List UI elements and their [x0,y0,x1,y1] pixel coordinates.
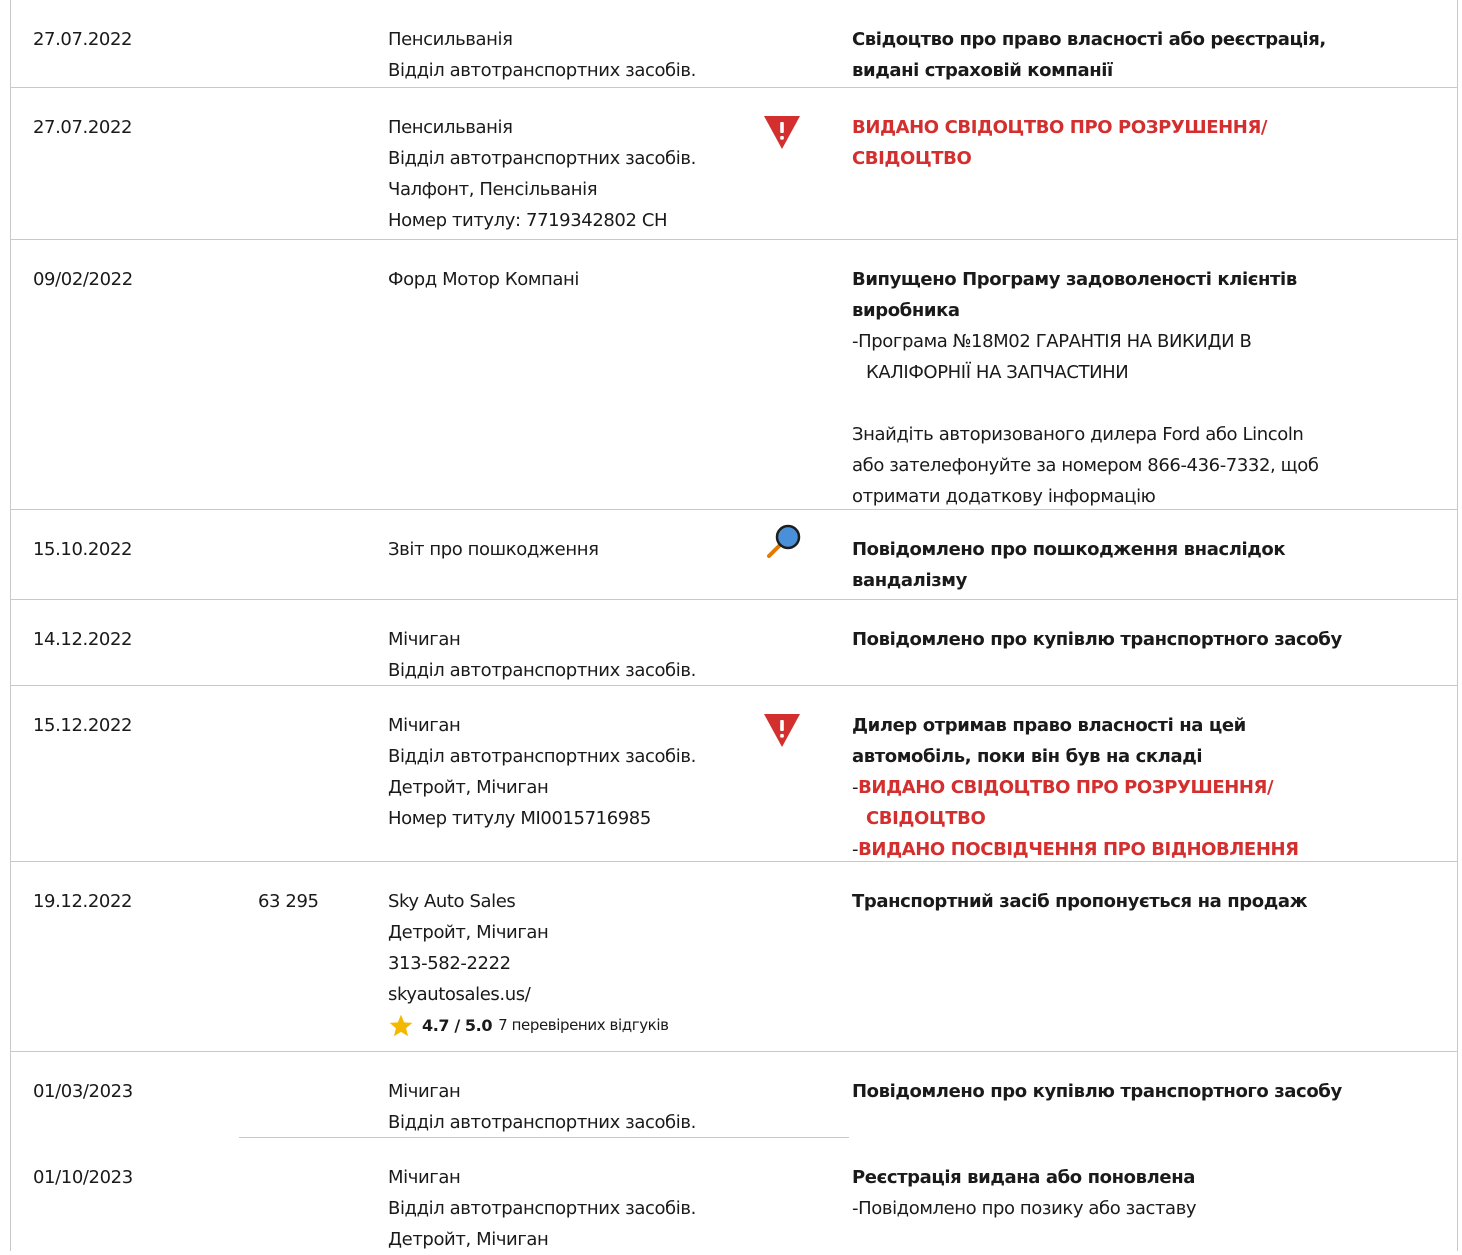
details-title: Свідоцтво про право власності або реєстрація, [852,29,1326,50]
event-details [852,24,1326,86]
history-row [11,862,1457,1052]
event-source [388,886,669,1041]
event-date: 27.07.2022 [33,117,133,138]
source-line: Детройт, Мічиган [388,777,549,798]
event-date: 27.07.2022 [33,29,133,50]
event-details [852,886,1307,917]
details-title: ВИДАНО СВІДОЦТВО ПРО РОЗРУШЕННЯ/ [852,117,1268,138]
details-title: вандалізму [852,570,967,591]
source-line: Детройт, Мічиган [388,1229,549,1250]
history-row [11,240,1457,510]
history-row [11,88,1457,240]
star-icon [388,1013,414,1039]
event-details [852,624,1342,655]
source-line: Відділ автотранспортних засобів. [388,1112,696,1133]
event-source [388,624,696,686]
details-title: Дилер отримав право власності на цей [852,715,1246,736]
history-row [11,1052,1457,1138]
source-line: Відділ автотранспортних засобів. [388,148,696,169]
source-line: Мічиган [388,629,461,650]
magnifier-icon [763,522,801,560]
event-date: 19.12.2022 [33,891,133,912]
details-title: СВІДОЦТВО [852,148,972,169]
details-note: Знайдіть авторизованого дилера Ford або Lincoln [852,424,1304,445]
details-title: Повідомлено про купівлю транспортного засобу [852,1081,1342,1102]
history-row [11,600,1457,686]
event-date: 01/10/2023 [33,1167,133,1188]
details-title: Транспортний засіб пропонується на продаж [852,891,1308,912]
details-item: -Повідомлено про позику або заставу [852,1198,1197,1219]
event-date: 14.12.2022 [33,629,133,650]
rating-reviews: 7 перевірених відгуків [498,1016,669,1034]
details-title: виробника [852,300,960,321]
details-note: отримати додаткову інформацію [852,486,1156,507]
details-red-item-continued: СВІДОЦТВО [866,808,986,829]
event-source [388,1162,696,1255]
details-red-item: -ВИДАНО ПОСВІДЧЕННЯ ПРО ВІДНОВЛЕННЯ [852,839,1299,860]
alert-icon [763,711,801,749]
history-row [11,686,1457,862]
event-details [852,710,1299,865]
event-source [388,710,696,834]
details-title: автомобіль, поки він був на складі [852,746,1203,767]
event-details [852,1076,1342,1107]
source-line: Пенсильванія [388,117,513,138]
details-title: Повідомлено про пошкодження внаслідок [852,539,1286,560]
event-date: 01/03/2023 [33,1081,133,1102]
event-source [388,1076,696,1138]
event-date: 09/02/2022 [33,269,133,290]
details-title: Повідомлено про купівлю транспортного засобу [852,629,1342,650]
event-details [852,1162,1196,1224]
event-source [388,112,696,236]
source-line: Пенсильванія [388,29,513,50]
source-line: Мічиган [388,1081,461,1102]
event-date: 15.12.2022 [33,715,133,736]
details-note: або зателефонуйте за номером 866-436-7332, щоб [852,455,1319,476]
event-source [388,24,696,86]
details-title: Реєстрація видана або поновлена [852,1167,1195,1188]
dealer-location: Детройт, Мічиган [388,922,549,943]
dealer-website-link[interactable]: skyautosales.us/ [388,984,531,1005]
event-details [852,112,1267,174]
source-line: Відділ автотранспортних засобів. [388,60,696,81]
history-row [11,1138,1457,1251]
source-line: Мічиган [388,715,461,736]
vehicle-history-table [10,0,1458,1251]
dealer-name: Sky Auto Sales [388,891,516,912]
alert-icon [763,113,801,151]
details-red-item: -ВИДАНО СВІДОЦТВО ПРО РОЗРУШЕННЯ/ [852,777,1274,798]
event-source [388,534,599,565]
source-line: Відділ автотранспортних засобів. [388,660,696,681]
source-line: Номер титулу MI0015716985 [388,808,651,829]
source-line: Чалфонт, Пенсільванія [388,179,598,200]
details-title: видані страховій компанії [852,60,1113,81]
source-line: Номер титулу: 7719342802 CH [388,210,668,231]
rating-score: 4.7 / 5.0 [422,1016,493,1035]
event-date: 15.10.2022 [33,539,133,560]
odometer-reading: 63 295 [258,891,319,912]
dealer-rating[interactable] [388,1010,669,1041]
source-line: Відділ автотранспортних засобів. [388,1198,696,1219]
source-line: Відділ автотранспортних засобів. [388,746,696,767]
event-source [388,264,579,295]
details-title: Випущено Програму задоволеності клієнтів [852,269,1297,290]
event-details [852,264,1319,512]
dealer-phone[interactable]: 313-582-2222 [388,953,511,974]
details-item: -Програма №18M02 ГАРАНТІЯ НА ВИКИДИ В [852,331,1252,352]
details-item-continued: КАЛІФОРНІЇ НА ЗАПЧАСТИНИ [866,362,1129,383]
history-row [11,0,1457,88]
source-line: Звіт про пошкодження [388,539,599,560]
event-details [852,534,1285,596]
source-line: Форд Мотор Компані [388,269,580,290]
source-line: Мічиган [388,1167,461,1188]
history-row [11,510,1457,600]
